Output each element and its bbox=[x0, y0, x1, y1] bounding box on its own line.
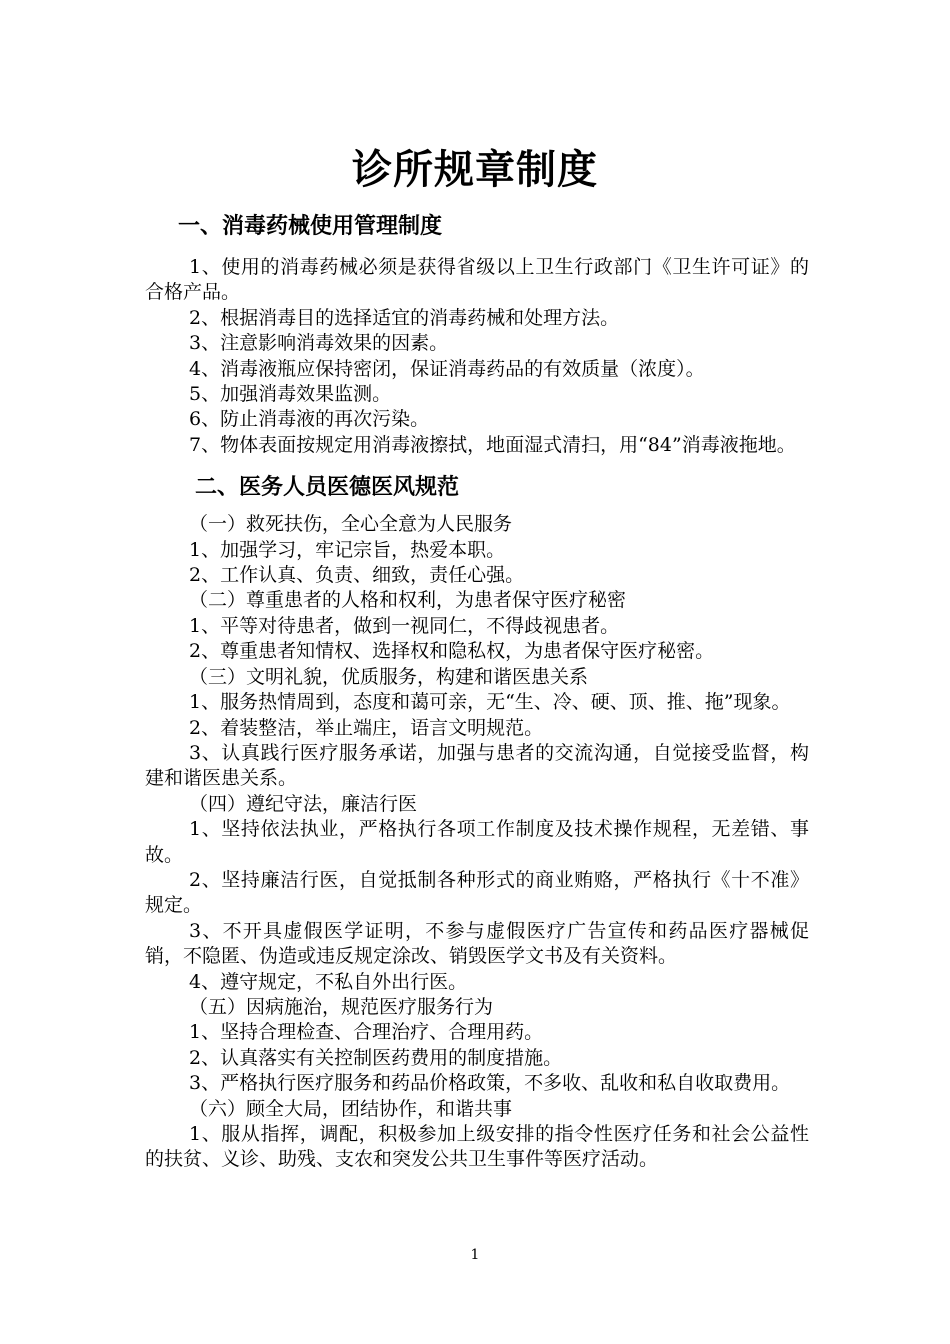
paragraph: 2、根据消毒目的选择适宜的消毒药械和处理方法。 bbox=[189, 306, 620, 329]
paragraph: 2、工作认真、负责、细致，责任心强。 bbox=[189, 564, 525, 587]
document-title: 诊所规章制度 bbox=[352, 146, 598, 193]
subsection-heading: （四）遵纪守法，廉洁行医 bbox=[189, 792, 418, 815]
paragraph: 7、物体表面按规定用消毒液擦拭，地面湿式清扫，用“84”消毒液拖地。 bbox=[189, 433, 796, 456]
paragraph: 3、不开具虚假医学证明，不参与虚假医疗广告宣传和药品医疗器械促销，不隐匿、伪造或违反规定涂改、销毁医学文书及有关资料。 bbox=[145, 919, 809, 968]
paragraph: 4、消毒液瓶应保持密闭，保证消毒药品的有效质量（浓度）。 bbox=[189, 357, 705, 380]
paragraph: 4、遵守规定，不私自外出行医。 bbox=[189, 970, 468, 993]
paragraph: 1、使用的消毒药械必须是获得省级以上卫生行政部门《卫生许可证》的合格产品。 bbox=[145, 256, 809, 304]
paragraph: 1、加强学习，牢记宗旨，热爱本职。 bbox=[189, 538, 506, 561]
paragraph: 2、坚持廉洁行医，自觉抵制各种形式的商业贿赂，严格执行《十不准》规定。 bbox=[145, 868, 809, 917]
paragraph: 6、防止消毒液的再次污染。 bbox=[189, 408, 430, 431]
paragraph: 2、认真落实有关控制医药费用的制度措施。 bbox=[189, 1046, 563, 1069]
paragraph: 3、注意影响消毒效果的因素。 bbox=[189, 332, 449, 355]
paragraph: 2、尊重患者知情权、选择权和隐私权，为患者保守医疗秘密。 bbox=[189, 640, 715, 663]
subsection-heading: （六）顾全大局，团结协作，和谐共事 bbox=[189, 1097, 513, 1120]
paragraph: 3、认真践行医疗服务承诺，加强与患者的交流沟通，自觉接受监督，构建和谐医患关系。 bbox=[145, 741, 809, 790]
paragraph: 5、加强消毒效果监测。 bbox=[189, 383, 392, 406]
paragraph: 1、服务热情周到，态度和蔼可亲，无“生、冷、硬、顶、推、拖”现象。 bbox=[189, 691, 791, 714]
paragraph: 1、坚持合理检查、合理治疗、合理用药。 bbox=[189, 1021, 544, 1044]
page-number: 1 bbox=[470, 1247, 480, 1263]
subsection-heading: （五）因病施治，规范医疗服务行为 bbox=[189, 995, 494, 1018]
subsection-heading: （一）救死扶伤，全心全意为人民服务 bbox=[189, 513, 513, 536]
paragraph: 2、着装整洁，举止端庄，语言文明规范。 bbox=[189, 716, 544, 739]
section-heading-disinfection: 一、消毒药械使用管理制度 bbox=[178, 214, 443, 239]
subsection-heading: （三）文明礼貌，优质服务，构建和谐医患关系 bbox=[189, 665, 589, 688]
document-body bbox=[145, 205, 809, 1173]
subsection-heading: （二）尊重患者的人格和权利，为患者保守医疗秘密 bbox=[189, 589, 627, 612]
paragraph: 1、服从指挥，调配，积极参加上级安排的指令性医疗任务和社会公益性的扶贫、义诊、助残、支农和突发公共卫生事件等医疗活动。 bbox=[145, 1123, 809, 1171]
section-heading-ethics: 二、医务人员医德医风规范 bbox=[195, 475, 460, 501]
paragraph: 1、坚持依法执业，严格执行各项工作制度及技术操作规程，无差错、事故。 bbox=[145, 818, 809, 866]
paragraph: 3、严格执行医疗服务和药品价格政策，不多收、乱收和私自收取费用。 bbox=[189, 1072, 791, 1095]
paragraph: 1、平等对待患者，做到一视同仁，不得歧视患者。 bbox=[189, 614, 620, 637]
